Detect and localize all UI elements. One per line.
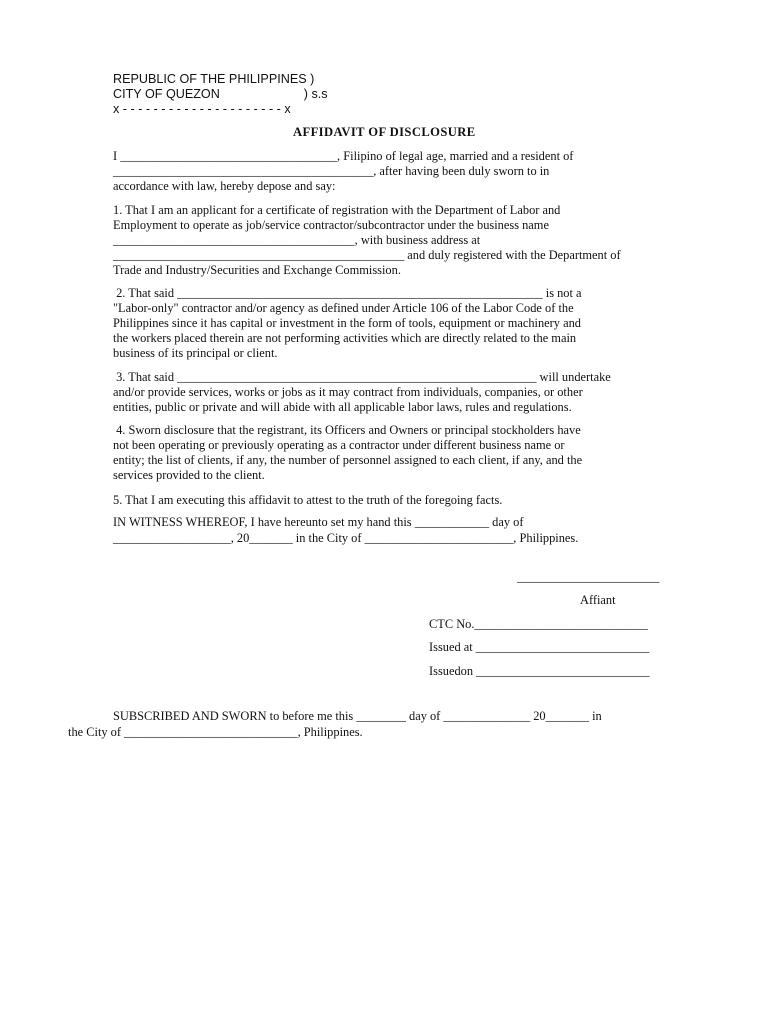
para2-line-5: business of its principal or client.	[113, 346, 278, 360]
para2-line-4: the workers placed therein are not performing activities which are directly related to the main	[113, 331, 577, 345]
para2-line-1: 2. That said ___________________________________________________________ is not a	[113, 286, 582, 300]
ctc-number-field: CTC No.____________________________	[429, 617, 648, 631]
header-separator: x - - - - - - - - - - - - - - - - - - - - - x	[113, 102, 291, 116]
document-title: AFFIDAVIT OF DISCLOSURE	[293, 125, 476, 139]
para1-line-3: _______________________________________, with business address at	[113, 233, 481, 247]
para3-line-2: and/or provide services, works or jobs as it may contract from individuals, companies, or other	[113, 385, 583, 399]
para4-line-1: 4. Sworn disclosure that the registrant, its Officers and Owners or principal stockholders have	[113, 423, 581, 437]
intro-line-1: I ___________________________________, Filipino of legal age, married and a resident of	[113, 149, 574, 163]
issued-at-field: Issued at ____________________________	[429, 640, 650, 654]
header-city: CITY OF QUEZON ) s.s	[113, 87, 328, 101]
affiant-label: Affiant	[580, 593, 616, 607]
witness-line-2: ___________________, 20_______ in the City of ________________________, Philippines.	[113, 531, 579, 545]
para5-line: 5. That I am executing this affidavit to attest to the truth of the foregoing facts.	[113, 493, 503, 507]
para1-line-5: Trade and Industry/Securities and Exchange Commission.	[113, 263, 401, 277]
affiant-signature-line: _______________________	[517, 570, 660, 584]
para4-line-2: not been operating or previously operating as a contractor under different business name or	[113, 438, 565, 452]
para4-line-4: services provided to the client.	[113, 468, 265, 482]
witness-line-1: IN WITNESS WHEREOF, I have hereunto set my hand this ____________ day of	[113, 515, 524, 529]
jurat-line-2: the City of ____________________________, Philippines.	[68, 725, 363, 739]
para4-line-3: entity; the list of clients, if any, the number of personnel assigned to each client, if any, and the	[113, 453, 583, 467]
para2-line-2: "Labor-only" contractor and/or agency as defined under Article 106 of the Labor Code of the	[113, 301, 574, 315]
header-republic: REPUBLIC OF THE PHILIPPINES )	[113, 72, 315, 86]
para1-line-2: Employment to operate as job/service contractor/subcontractor under the business name	[113, 218, 549, 232]
para1-line-4: _______________________________________________ and duly registered with the Department of	[113, 248, 621, 262]
para3-line-1: 3. That said __________________________________________________________ will undertake	[113, 370, 611, 384]
para2-line-3: Philippines since it has capital or investment in the form of tools, equipment or machinery and	[113, 316, 581, 330]
intro-line-3: accordance with law, hereby depose and say:	[113, 179, 336, 193]
jurat-line-1: SUBSCRIBED AND SWORN to before me this ________ day of ______________ 20_______ in	[113, 709, 602, 723]
para3-line-3: entities, public or private and will abide with all applicable labor laws, rules and regulations.	[113, 400, 572, 414]
para1-line-1: 1. That I am an applicant for a certificate of registration with the Department of Labor and	[113, 203, 561, 217]
intro-line-2: __________________________________________, after having been duly sworn to in	[113, 164, 550, 178]
issued-on-field: Issuedon ____________________________	[429, 664, 650, 678]
